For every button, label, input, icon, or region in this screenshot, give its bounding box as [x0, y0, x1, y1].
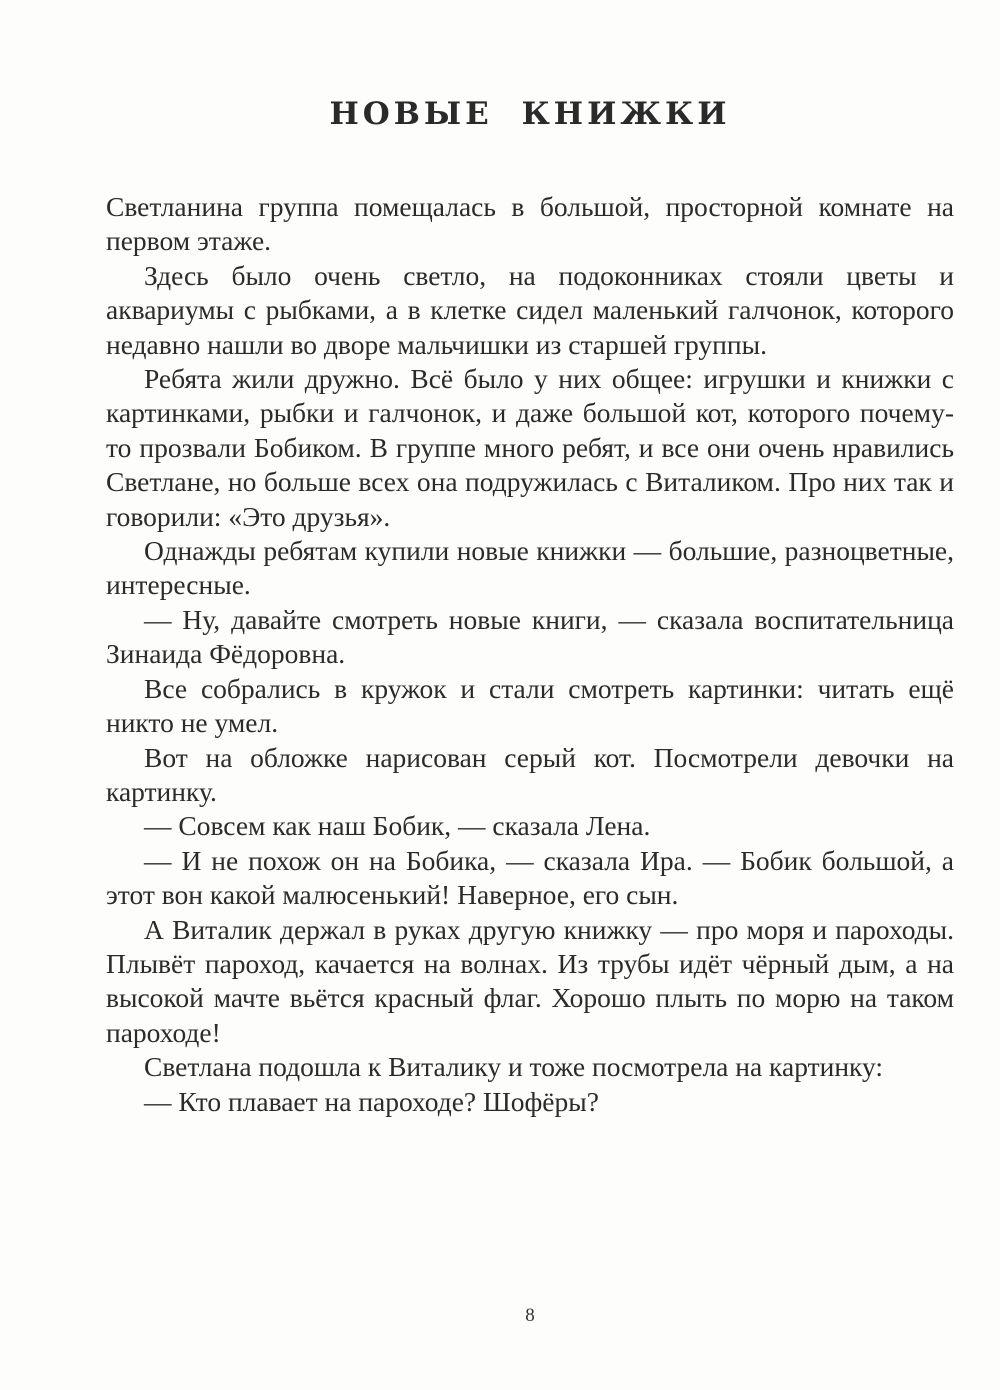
- paragraph: Все собрались в кружок и стали смотреть картинки: читать ещё никто не умел.: [106, 672, 954, 739]
- paragraph: — Ну, давайте смотреть новые книги, — сказала воспитательница Зинаида Фёдоровна.: [106, 603, 954, 670]
- paragraph: Светлана подошла к Виталику и тоже посмотрела на картинку:: [144, 1051, 884, 1083]
- paragraph: Здесь было очень светло, на подоконниках стояли цветы и аквариумы с рыбками, а в клетке сидел маленький галчонок, которого недавно нашли во дворе мальчишки из старшей группы.: [106, 259, 954, 360]
- paragraph: — Совсем как наш Бобик, — сказала Лена.: [144, 810, 651, 842]
- paragraph: Светланина группа помещалась в большой, просторной комнате на первом этаже.: [106, 191, 954, 257]
- chapter-title: НОВЫЕ КНИЖКИ: [329, 96, 731, 132]
- paragraph: Однажды ребятам купили новые книжки — большие, разноцветные, интересные.: [106, 535, 954, 601]
- paragraph: — Кто плавает на пароходе? Шофёры?: [144, 1085, 599, 1117]
- page-number: 8: [525, 1305, 535, 1326]
- book-page: [106, 0, 954, 1390]
- paragraph: — И не похож он на Бобика, — сказала Ира. — Бобик большой, а этот вон какой малюсенький! Наверное, его сын.: [106, 844, 954, 911]
- paragraph: Вот на обложке нарисован серый кот. Посмотрели девочки на картинку.: [106, 741, 954, 807]
- chapter-body: [106, 190, 954, 1119]
- paragraph: Ребята жили дружно. Всё было у них общее: игрушки и книжки с картинками, рыбки и галчонок, и даже большой кот, которого почему-то прозвали Бобиком. В группе много ребят, и все они очень нравились Светлане, но больше всех она подружилась с Виталиком. Про них так и говорили: «Это друзья».: [106, 363, 954, 532]
- paragraph: А Виталик держал в руках другую книжку — про моря и пароходы. Плывёт пароход, качается на волнах. Из трубы идёт чёрный дым, а на высокой мачте вьётся красный флаг. Хорошо плыть по морю на таком пароходе!: [106, 913, 954, 1048]
